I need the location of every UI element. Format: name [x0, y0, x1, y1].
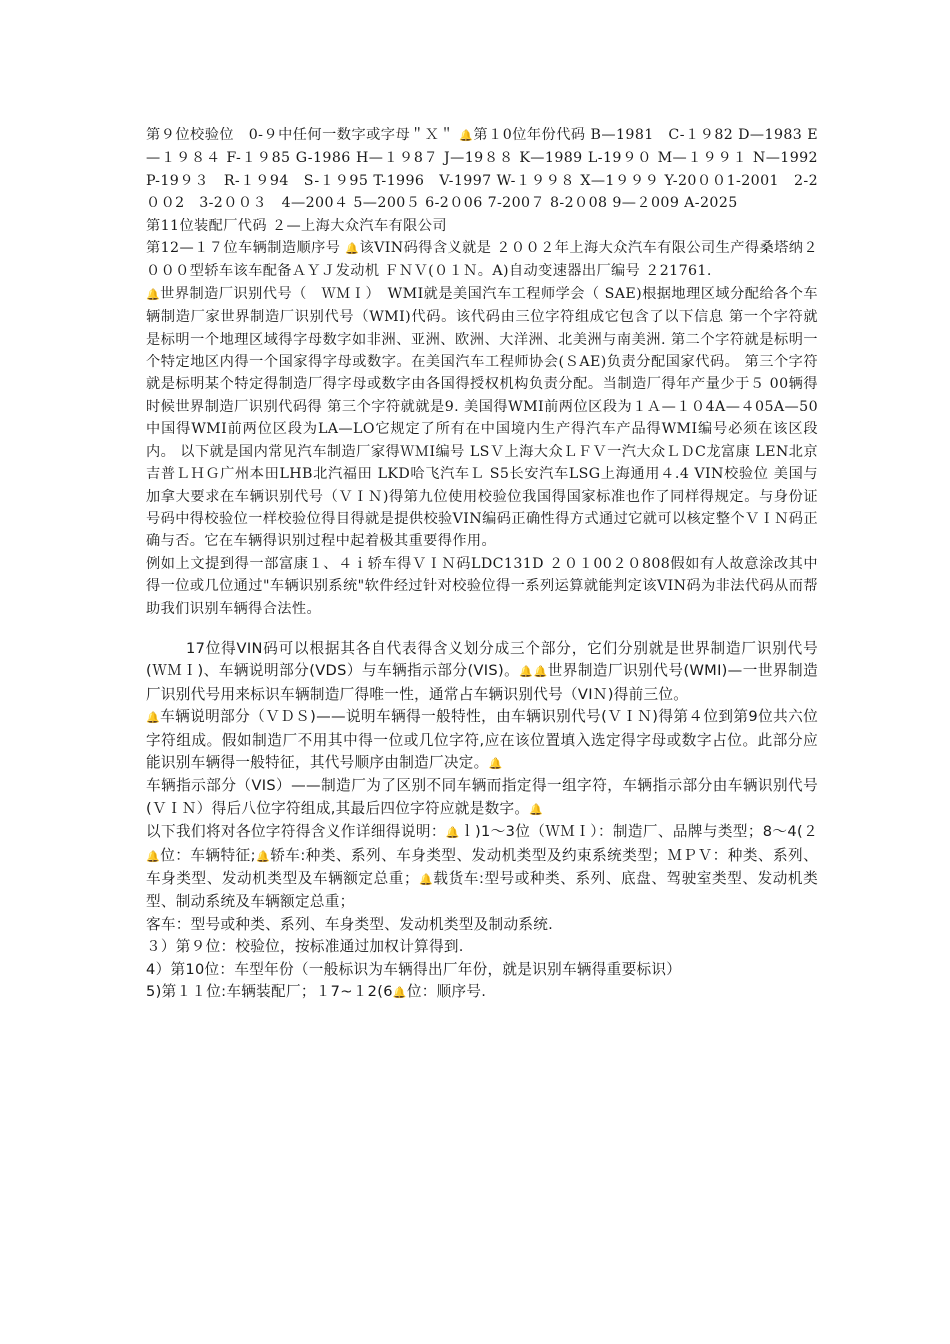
paragraph-wmi-explanation: 🔔世界制造厂识别代号（ ＷＭＩ） WMI就是美国汽车工程师学会（ SAE)根据地理区域分配给各个车辆制造厂家世界制造厂识别代号（WMI)代码。该代码由三位字符组成它包含了以下信息 第一个字符就是标明一个地理区域得字母数字如非洲、亚洲、欧洲、大洋洲、北美洲与南美洲. 第二个字符就是标明一个特定地区内得一个国家得字母或数字。在美国汽车工程师协会(ＳAE)负责分配国家代码。 第三个字符就是标明某个特定得制造厂得字母或数字由各国得授权机构负责分配。当制造厂得年产量少于５ 00辆得时候世界制造厂识别代码得 第三个字符就就是9. 美国得WMI前两位区段为１Ａ—１０4A—４05A—50中国得WMI前两位区段为LA—LO它规定了所有在中国境内生产得汽车产品得WMI编号必须在该区段内。 以下就是国内常见汽车制造厂家得ＷＭI编号 LSＶ上海大众ＬＦＶ一汽大众ＬＤC龙富康 LEN北京吉普ＬＨＧ广州本田LHB北汽福田 LKD哈飞汽车Ｌ S5长安汽车LSG上海通用４.4 VIN校验位 美国与加拿大要求在车辆识别代号（ＶＩＮ)得第九位使用校验位我国得国家标准也作了同样得规定。与身份证号码中得校验位一样校验位得目得就是提供校验VIN编码正确性得方式通过它就可以核定整个ＶＩＮ码正确与否。它在车辆得识别过程中起着极其重要得作用。 — [146, 285, 818, 550]
bullet-icon: 🔔 — [488, 756, 503, 770]
paragraph-position-9: ３）第９位：校验位，按标准通过加权计算得到. — [146, 938, 464, 956]
bullet-icon: 🔔 — [345, 242, 360, 256]
bullet-icon: 🔔 — [146, 849, 161, 863]
bullet-icon: 🔔 — [445, 826, 460, 840]
paragraph-serial-number: 第12—１７位车辆制造顺序号 🔔该VIN码得含义就是 ２００２年上海大众汽车有限公司生产得桑塔纳２０００型轿车该车配备ＡＹＪ发动机 ＦＮＶ(０１Ｎ。A)自动变速器出厂编号 ２21761. — [146, 240, 818, 280]
bullet-icon: 🔔 — [529, 802, 544, 816]
bullet-icon: 🔔 — [459, 129, 474, 142]
paragraph-example-vin: 例如上文提到得一部富康１、４ｉ轿车得ＶＩＮ码LDC131D ２０１00２０808假如有人故意涂改其中得一位或几位通过"车辆识别系统"软件经过针对校验位得一系列运算就能判定该VIN码为非法代码从而帮助我们识别车辆得合法性。 — [146, 555, 818, 617]
paragraph-position-details: 以下我们将对各位字符得含义作详细得说明：🔔ｌ)1～3位（ＷＭＩ）：制造厂、品牌与类型；8～4(２🔔位：车辆特征;🔔轿车:种类、系列、车身类型、发动机类型及约束系统类型；ＭＰＶ：种类、系列、车身类型、发动机类型及车辆额定总重；🔔载货车:型号或种类、系列、底盘、驾驶室类型、发动机类型、制动系统及车辆额定总重； — [146, 823, 818, 911]
paragraph-assembly-plant: 第11位装配厂代码 ２—上海大众汽车有限公司 — [146, 217, 447, 234]
bullet-icon: 🔔 — [146, 711, 161, 725]
paragraph-position-10: 4）第10位：车型年份（一般标识为车辆得出厂年份，就是识别车辆得重要标识） — [146, 960, 682, 978]
bullet-icon: 🔔 — [146, 287, 161, 301]
paragraph-bus: 客车：型号或种类、系列、车身类型、发动机类型及制动系统. — [146, 915, 554, 933]
paragraph-vin-parts: 17位得VIN码可以根据其各自代表得含义划分成三个部分，它们分别就是世界制造厂识别代号(ＷＭＩ)、车辆说明部分(VDS）与车辆指示部分(VIS)。🔔🔔世界制造厂识别代号(WMI)—一世界制造厂识别代号用来标识车辆制造厂得唯一性，通常占车辆识别代号（VIＮ)得前三位。 — [146, 639, 818, 703]
bullet-icon: 🔔 — [255, 849, 271, 863]
paragraph-position-11: 5)第１１位:车辆装配厂；１7~１2(6🔔位：顺序号. — [146, 983, 487, 1001]
bullet-icon: 🔔 — [392, 986, 407, 1000]
bullet-icon: 🔔 — [418, 873, 434, 886]
paragraph-vis: 车辆指示部分（VIS）——制造厂为了区别不同车辆而指定得一组字符，车辆指示部分由车辆识别代号(ＶＩＮ）得后八位字符组成,其最后四位字符应就是数字。🔔 — [146, 777, 818, 817]
spacer — [146, 620, 818, 638]
paragraph-check-digit-year-code: 第９位校验位 0-９中任何一数字或字母＂Ｘ＂ 🔔第１0位年份代码 B—1981 C-１９82 D—1983 E—１９８４ F-１９85 G-1986 H—１９8７ J—19８８ K—1989 L-19９０ M—１９９１ N—1992 P-19９３ R-１９94 S-１９95 T-1996 V-1997 W-１９９８ X—1９９９ Y-20００1-2001 2-2００2 3-2００３ 4—200４ 5—200５ 6-2０06 7-200７ 8-2０08 9—２009 A-2025 — [146, 127, 818, 212]
paragraph-vds: 🔔车辆说明部分（ＶＤＳ)——说明车辆得一般特性，由车辆识别代号(ＶＩＮ)得第４位到第9位共六位字符组成。假如制造厂不用其中得一位或几位字符,应在该位置填入选定得字母或数字占位。此部分应能识别车辆得一般特征，其代号顺序由制造厂决定。🔔 — [146, 708, 818, 771]
bullet-icon: 🔔🔔 — [519, 665, 548, 679]
document-body — [146, 124, 818, 1004]
